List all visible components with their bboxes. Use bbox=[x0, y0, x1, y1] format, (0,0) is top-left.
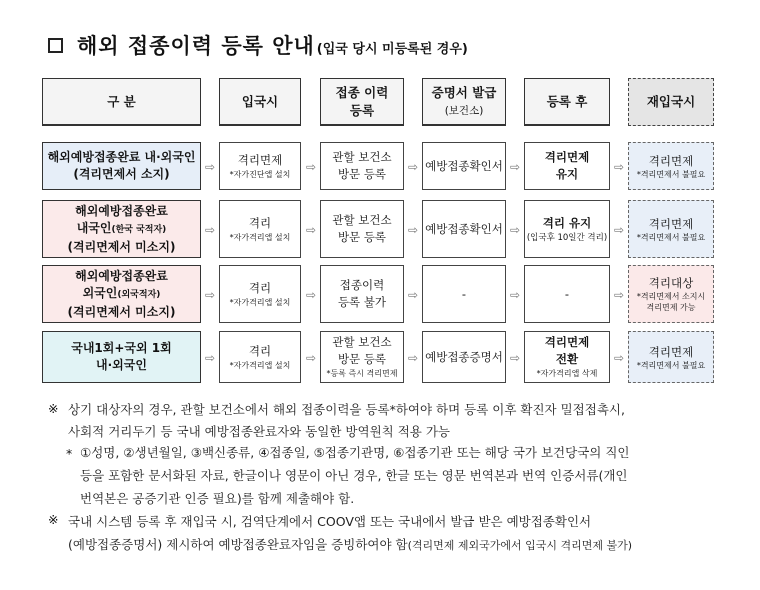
row2-registration: 관할 보건소 방문 등록 bbox=[320, 200, 404, 258]
arrow-icon: ⇨ bbox=[204, 288, 216, 302]
title-sub: (입국 당시 미등록된 경우) bbox=[316, 42, 468, 57]
row4-registration: 관할 보건소 방문 등록 *등록 즉시 격리면제 bbox=[320, 331, 404, 383]
arrow-icon: ⇨ bbox=[613, 223, 625, 237]
header-entry: 입국시 bbox=[219, 78, 301, 126]
row1-registration: 관할 보건소 방문 등록 bbox=[320, 142, 404, 190]
arrow-icon: ⇨ bbox=[407, 223, 419, 237]
row2-entry: 격리 *자가격리앱 설치 bbox=[219, 200, 301, 258]
note-2-line-1: 국내 시스템 등록 후 재입국 시, 검역단계에서 COOV앱 또는 국내에서 발급 받은 예방접종확인서 bbox=[68, 514, 592, 529]
row1-reentry: 격리면제 *격리면제서 불필요 bbox=[628, 142, 714, 190]
arrow-icon: ⇨ bbox=[305, 223, 317, 237]
arrow-icon: ⇨ bbox=[509, 288, 521, 302]
arrow-icon: ⇨ bbox=[204, 223, 216, 237]
arrow-icon: ⇨ bbox=[509, 223, 521, 237]
row3-after-registration: - bbox=[524, 265, 610, 323]
row2-reentry: 격리면제 *격리면제서 불필요 bbox=[628, 200, 714, 258]
page-title bbox=[48, 30, 468, 60]
header-after-registration: 등록 후 bbox=[524, 78, 610, 126]
sub-note-line-3: 번역본은 공증기관 인증 필요)를 함께 제출해야 함. bbox=[80, 491, 355, 506]
sub-note-line-1: ①성명, ②생년월일, ③백신종류, ④접종일, ⑤접종기관명, ⑥접종기관 또는 해당 국가 보건당국의 직인 bbox=[80, 445, 630, 460]
header-vaccination-registration: 접종 이력 등록 bbox=[320, 78, 404, 126]
arrow-icon: ⇨ bbox=[613, 288, 625, 302]
arrow-icon: ⇨ bbox=[305, 160, 317, 174]
row3-certificate: - bbox=[422, 265, 506, 323]
note-2-line-2: (예방접종증명서) 제시하여 예방접종완료자임을 증빙하여야 함(격리면제 제외국가에서 입국시 격리면제 불가) bbox=[68, 537, 633, 552]
arrow-icon: ⇨ bbox=[305, 288, 317, 302]
row4-category: 국내1회+국외 1회 내·외국인 bbox=[42, 331, 201, 383]
note-1 bbox=[68, 399, 748, 443]
row4-entry: 격리 *자가격리앱 설치 bbox=[219, 331, 301, 383]
arrow-icon: ⇨ bbox=[613, 160, 625, 174]
header-certificate: 증명서 발급 (보건소) bbox=[422, 78, 506, 126]
sub-note-mark: * bbox=[66, 446, 73, 461]
row2-after-registration: 격리 유지 (입국후 10일간 격리) bbox=[524, 200, 610, 258]
row3-category: 해외예방접종완료 외국인(외국적자) (격리면제서 미소지) bbox=[42, 265, 201, 323]
title-main: 해외 접종이력 등록 안내 bbox=[77, 34, 315, 58]
note-2 bbox=[68, 510, 748, 557]
sub-note bbox=[80, 441, 748, 510]
row3-reentry: 격리대상 *격리면제서 소지시 격리면제 가능 bbox=[628, 265, 714, 323]
row4-certificate: 예방접종증명서 bbox=[422, 331, 506, 383]
row1-entry: 격리면제 *자가진단앱 설치 bbox=[219, 142, 301, 190]
header-reentry: 재입국시 bbox=[628, 78, 714, 126]
arrow-icon: ⇨ bbox=[305, 351, 317, 365]
row1-certificate: 예방접종확인서 bbox=[422, 142, 506, 190]
arrow-icon: ⇨ bbox=[509, 351, 521, 365]
sub-note-line-2: 등을 포함한 문서화된 자료, 한글이나 영문이 아닌 경우, 한글 또는 영문 번역본과 번역 인증서류(개인 bbox=[80, 468, 628, 483]
arrow-icon: ⇨ bbox=[407, 288, 419, 302]
row4-reentry: 격리면제 *격리면제서 불필요 bbox=[628, 331, 714, 383]
row1-after-registration: 격리면제 유지 bbox=[524, 142, 610, 190]
arrow-icon: ⇨ bbox=[407, 160, 419, 174]
note-mark: ※ bbox=[48, 401, 59, 416]
row3-registration: 접종이력 등록 불가 bbox=[320, 265, 404, 323]
note-mark: ※ bbox=[48, 512, 59, 527]
row2-category: 해외예방접종완료 내국인(한국 국적자) (격리면제서 미소지) bbox=[42, 200, 201, 258]
arrow-icon: ⇨ bbox=[407, 351, 419, 365]
row2-certificate: 예방접종확인서 bbox=[422, 200, 506, 258]
note-1-line-2: 사회적 거리두기 등 국내 예방접종완료자와 동일한 방역원칙 적용 가능 bbox=[68, 424, 450, 439]
row4-after-registration: 격리면제 전환 *자가격리앱 삭제 bbox=[524, 331, 610, 383]
row3-entry: 격리 *자가격리앱 설치 bbox=[219, 265, 301, 323]
arrow-icon: ⇨ bbox=[509, 160, 521, 174]
arrow-icon: ⇨ bbox=[204, 160, 216, 174]
row1-category: 해외예방접종완료 내·외국인 (격리면제서 소지) bbox=[42, 142, 201, 190]
arrow-icon: ⇨ bbox=[204, 351, 216, 365]
arrow-icon: ⇨ bbox=[613, 351, 625, 365]
checkbox-square-icon bbox=[48, 38, 63, 53]
note-1-line-1: 상기 대상자의 경우, 관할 보건소에서 해외 접종이력을 등록*하여야 하며 등록 이후 확진자 밀접접촉시, bbox=[68, 402, 625, 417]
header-category: 구 분 bbox=[42, 78, 201, 126]
